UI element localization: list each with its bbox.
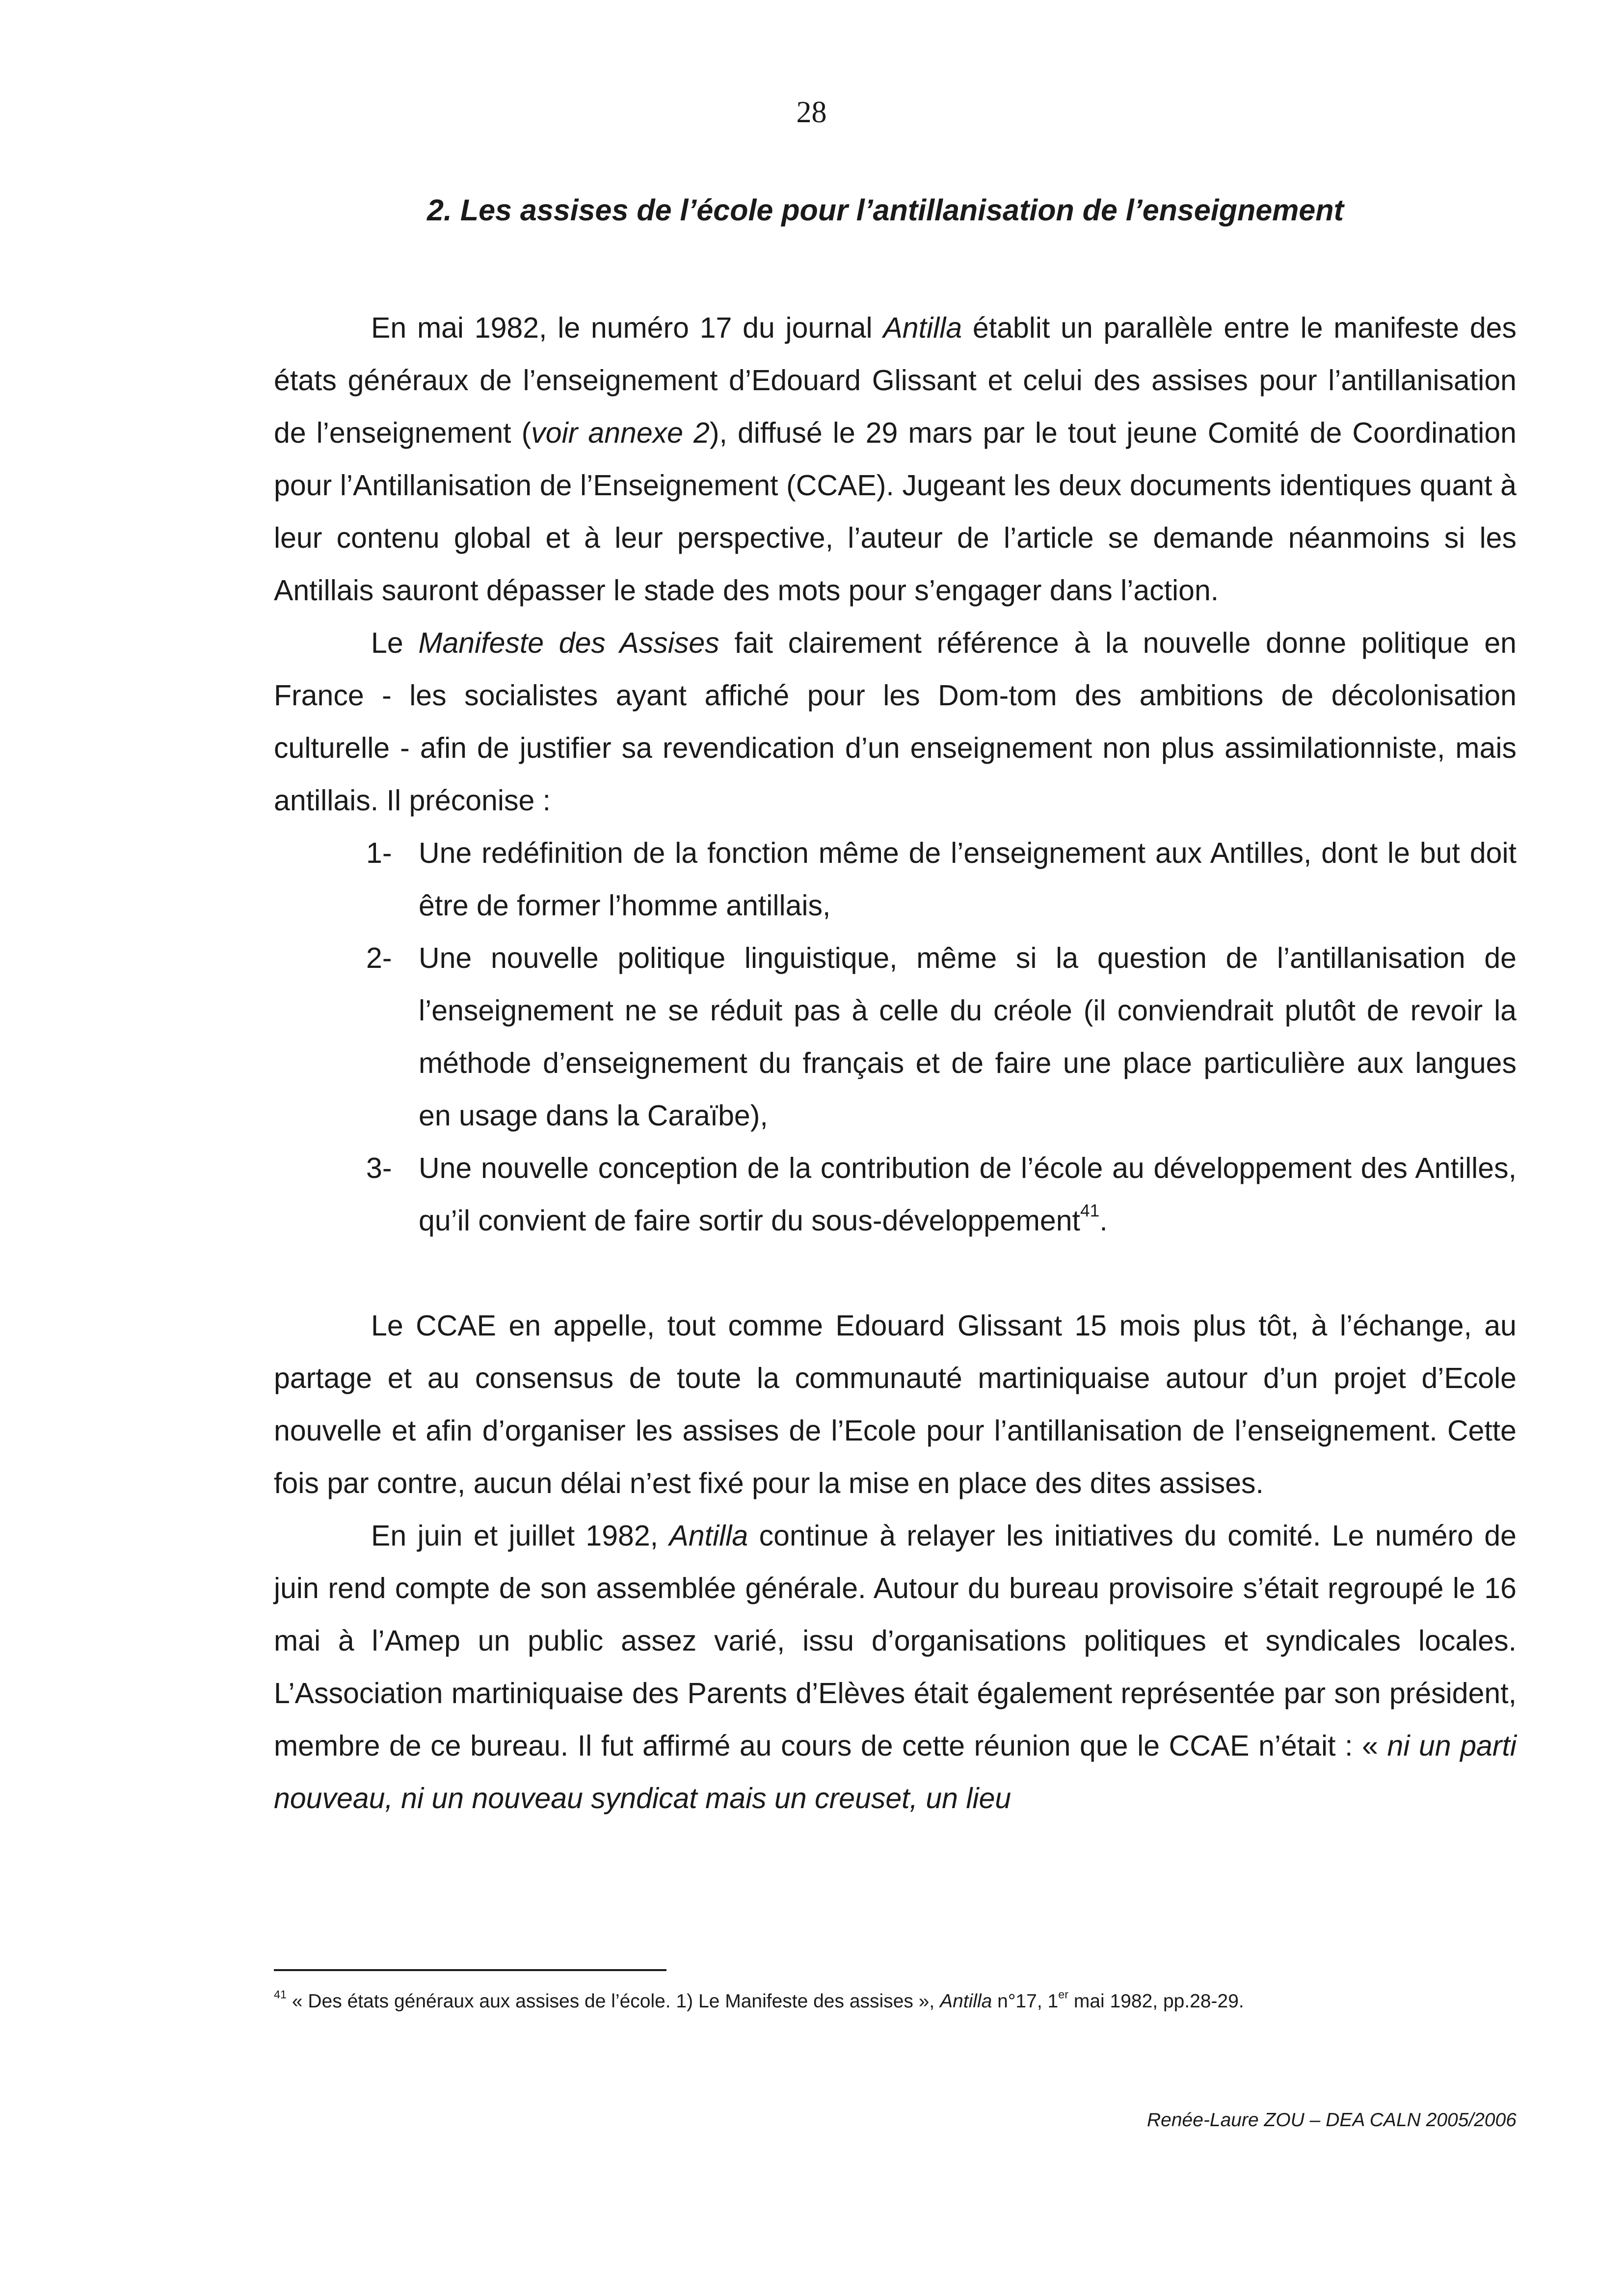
text-run: établit un parallèle entre le manifeste des états généraux de l’enseignement d’Edouard Glissant et celui des assises pour l’antillanisation de l’enseignement ( <box>274 312 1517 449</box>
text-run: En juin et juillet 1982, <box>371 1520 669 1552</box>
text-run: fait clairement référence à la nouvelle donne politique en France - les socialistes ayant affiché pour les Dom-tom des ambitions de décolonisation culturelle - afin de justifier sa revendication d’un enseignement non plus assimilationniste, mais antillais. Il préconise : <box>274 627 1517 817</box>
paragraph-1 <box>274 302 1517 617</box>
italic-run: Antilla <box>883 312 962 344</box>
footnote-reference[interactable]: 41 <box>1080 1201 1100 1221</box>
paragraph-2 <box>274 617 1517 827</box>
italic-run: Antilla <box>669 1520 748 1552</box>
list-number: 1- <box>366 837 392 869</box>
text-run: Le CCAE en appelle, tout comme Edouard Glissant 15 mois plus tôt, à l’échange, au partage et au consensus de toute la communauté martiniquaise autour d’un projet d’Ecole nouvelle et afin d’organiser les assises de l’Ecole pour l’antillanisation de l’enseignement. Cette fois par contre, aucun délai n’est fixé pour la mise en place des dites assises. <box>274 1309 1517 1499</box>
italic-run: Antilla <box>940 1991 992 2012</box>
page-number: 28 <box>796 96 827 129</box>
list-number: 3- <box>366 1152 392 1184</box>
section-heading: 2. Les assises de l’école pour l’antillanisation de l’enseignement <box>427 193 1344 227</box>
italic-run: Manifeste des Assises <box>418 627 719 659</box>
text-run: ), diffusé le 29 mars par le tout jeune Comité de Coordination pour l’Antillanisation de l’Enseignement (CCAE). Jugeant les deux documents identiques quant à leur contenu global et à leur perspective, l’auteur de l’article se demande néanmoins si les Antillais sauront dépasser le stade des mots pour s’engager dans l’action. <box>274 417 1517 607</box>
text-run: continue à relayer les initiatives du comité. Le numéro de juin rend compte de son assemblée générale. Autour du bureau provisoire s’était regroupé le 16 mai à l’Amep un public assez varié, issu d’organisations politiques et syndicales locales. L’Association martiniquaise des Parents d’Elèves était également représentée par son président, membre de ce bureau. Il fut affirmé au cours de cette réunion que le CCAE n’était : « <box>274 1520 1517 1762</box>
list-item-text: Une redéfinition de la fonction même de l’enseignement aux Antilles, dont le but doit être de former l’homme antillais, <box>419 837 1517 922</box>
text-run: . <box>1099 1204 1108 1237</box>
list-number: 2- <box>366 942 392 974</box>
text-run: « Des états généraux aux assises de l’école. 1) Le Manifeste des assises », <box>287 1991 940 2012</box>
list-item-text: Une nouvelle politique linguistique, même si la question de l’antillanisation de l’enseignement ne se réduit pas à celle du créole (il conviendrait plutôt de revoir la méthode d’enseignement du français et de faire une place particulière aux langues en usage dans la Caraïbe), <box>419 942 1517 1132</box>
text-run: En mai 1982, le numéro 17 du journal <box>371 312 883 344</box>
italic-run: voir annexe 2 <box>531 417 710 449</box>
text-run: n°17, 1 <box>992 1991 1059 2012</box>
footnote-separator <box>274 1969 666 1971</box>
list-item-text: Une nouvelle conception de la contribution de l’école au développement des Antilles, qu’il convient de faire sortir du sous-développement <box>419 1152 1517 1237</box>
list-item <box>274 932 1517 1142</box>
italic-run: ni un parti nouveau, ni un nouveau syndicat mais un creuset, un lieu <box>274 1730 1517 1815</box>
footnote-mark: 41 <box>274 1988 287 2001</box>
list-item <box>274 1142 1517 1247</box>
ordinal-suffix: er <box>1058 1988 1068 2001</box>
recommendations-list <box>274 827 1517 1247</box>
paragraph-3 <box>274 1300 1517 1510</box>
text-run: Le <box>371 627 419 659</box>
body-text <box>274 302 1517 1825</box>
list-item <box>274 827 1517 932</box>
page-footer: Renée-Laure ZOU – DEA CALN 2005/2006 <box>1147 2109 1517 2131</box>
paragraph-4 <box>274 1510 1517 1825</box>
text-run: mai 1982, pp.28-29. <box>1068 1991 1244 2012</box>
footnote <box>274 1987 1517 2016</box>
